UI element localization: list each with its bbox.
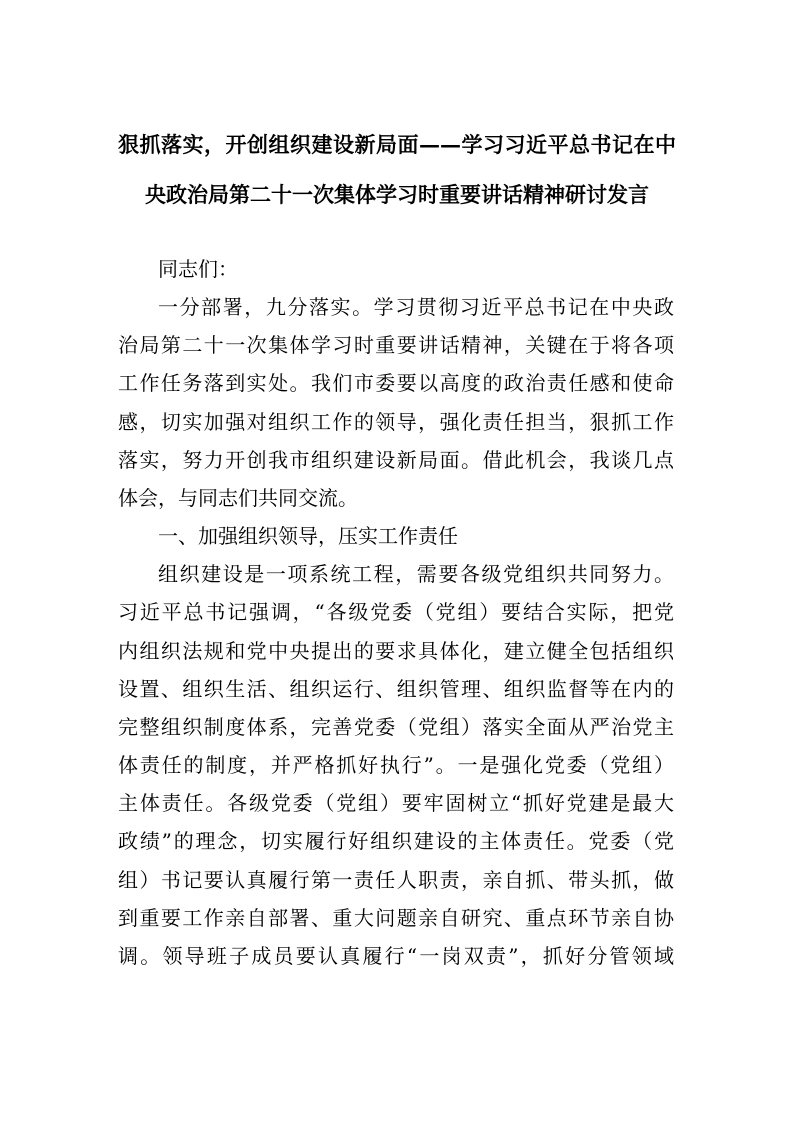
paragraph-line: 内组织法规和党中央提出的要求具体化，建立健全包括组织 [118,638,674,663]
paragraph-line: 组织建设是一项系统工程，需要各级党组织共同努力。 [158,562,674,587]
paragraph-line: 完整组织制度体系，完善党委（党组）落实全面从严治党主 [118,714,674,739]
document-body [118,250,674,975]
paragraph-line: 一分部署，九分落实。学习贯彻习近平总书记在中央政 [158,295,674,320]
paragraph-line: 习近平总书记强调，“各级党委（党组）要结合实际，把党 [118,600,674,625]
paragraph-line: 工作任务落到实处。我们市委要以高度的政治责任感和使命 [118,371,674,396]
section-heading: 一、加强组织领导，压实工作责任 [158,524,458,549]
paragraph-line: 调。领导班子成员要认真履行“一岗双责”，抓好分管领域 [118,943,674,968]
paragraph-line: 设置、组织生活、组织运行、组织管理、组织监督等在内的 [118,676,674,701]
paragraph-line: 主体责任。各级党委（党组）要牢固树立“抓好党建是最大 [118,791,674,816]
paragraph-line: 感，切实加强对组织工作的领导，强化责任担当，狠抓工作 [118,409,674,434]
paragraph-line: 政绩”的理念，切实履行好组织建设的主体责任。党委（党 [118,829,674,854]
paragraph-line: 落实，努力开创我市组织建设新局面。借此机会，我谈几点 [118,447,674,472]
paragraph-line: 体会，与同志们共同交流。 [118,485,358,510]
paragraph-line: 组）书记要认真履行第一责任人职责，亲自抓、带头抓，做 [118,867,674,892]
paragraph-line: 体责任的制度，并严格抓好执行”。一是强化党委（党组） [118,753,674,778]
salutation-line: 同志们： [158,257,238,281]
document-title-line-2: 央政治局第二十一次集体学习时重要讲话精神研讨发言 [145,182,649,207]
document-title-line-1: 狠抓落实，开创组织建设新局面——学习习近平总书记在中 [118,132,676,157]
paragraph-line: 治局第二十一次集体学习时重要讲话精神，关键在于将各项 [118,333,674,358]
paragraph-line: 到重要工作亲自部署、重大问题亲自研究、重点环节亲自协 [118,905,674,930]
